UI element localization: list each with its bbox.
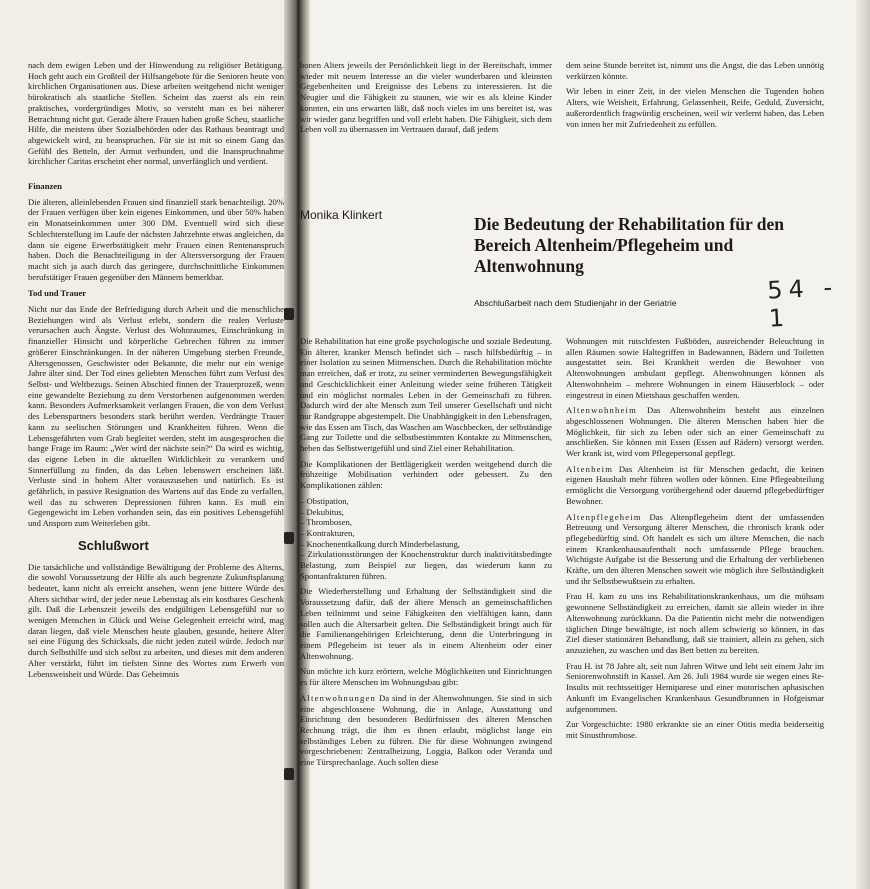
article-a-paragraph-4: Nun möchte ich kurz erörtern, welche Möglichkeiten und Einrichtungen es für ältere Menschen im Wohnungsbau gibt: (300, 666, 552, 688)
article-title: Die Bedeutung der Rehabilitation für den Bereich Altenheim/Pflegeheim und Altenwohnung (474, 214, 785, 276)
right-top-column (566, 60, 824, 164)
article-author: Monika Klinkert (300, 208, 383, 222)
list-item: – Obstipation, (300, 496, 552, 507)
article-a-paragraph-1: Die Rehabilitation hat eine große psychologische und soziale Bedeutung. Ein älterer, kranker Mensch befindet sich – rasch hilfsbedürftig – in einer Isolation zu seinen Mitmenschen. Durch die Rehabilitation möchte man erreichen, daß er trotz, zu seiner verminderten Bewegungsfähigkeit und Geschicklichkeit einer Anleitung wieder seine früheren Tätigkeit und ein möglichst normales Leben in der Gemeinschaft zu führen. Dadurch wird der alte Mensch zum Teil unserer Gesellschaft und nicht nur Randgruppe abgestempelt. Die Unabhängigkeit in den Lebensfragen, wie das Essen am Tisch, das Waschen am Waschbecken, der selbständige Gang zur Toilette und die selbstbestimmten Kontakte zu Mitmenschen, heben das Selbstwertgefühl und sind Ziel einer Rehabilitation. (300, 336, 552, 454)
term-altenwohnungen: Altenwohnungen (300, 692, 376, 703)
schluss-paragraph: Die tatsächliche und vollständige Bewältigung der Probleme des Alterns, die sowohl Voraussetzung der Hilfe als auch begrenzte Zukunftsplanung bedeutet, kann nicht als erreicht ansehen, wenn jene bittere Würde des Alters sichtbar wird, der jeder neue Lebenstag als ein kostbares Geschenk gilt. Daß die Lebenszeit jeweils des endgültigen Lebensgefühl nur so wenigen Menschen in Glück und Weise Gelegenheit erreicht wird, mag daran liegen, daß viele Menschen heute glauben, gesunde, heitere Alter sei eine Fügung des Schicksals, die nicht jeden zuteil würde. Jedoch nur durch Selbsthilfe und sich selbst zu arbeiten, und dieses mit dem anderen Alter verstärkt, führt im tiefsten Sinne des Wortes zum Erwerb von Lebensweisheit und Würde. Das Geheimnis (28, 561, 284, 679)
tod-paragraph: Nicht nur das Ende der Befriedigung durch Arbeit und die menschliche Beziehungen wird als Verlust erlebt, sondern die realen Verluste verursachen auch Ängste. Verlust des Wohnraumes, Einschränkung in finanzieller Hinsicht und körperliche Gebrechen führen zu immer größerer Einschränkungen. In der näheren Umgebung sterben Freunde, Altersgenossen, Geschwister oder Bekannte, die mehr nur ein wenige Jahre älter sind. Der Tod eines geliebten Menschen führt zum Verlust des Selbst- und Weltbezugs. Seinen Abschied finnen der Trauerprozeß, wenn eine gewandelte Beziehung zu dem Verstorbenen aufgenommen werden kann. Besonders Aufmerksamkeit verlangen Frauen, die von dem Verlust des Lebenspartners besonders stark berührt werden. Verdrängte Trauer kann zu seelischen Störungen und Krankheiten führen. Wenn die Lebensgefährten vom Grab begleitet werden, steht im ausgesprochen die bange Frage im Raum: „Wer wird der nächste sein?“ Da wird es wichtig, das eigene Leben in die aktuellen Wirklichkeit zu verankern und Sinnerfüllung zu finden, da das Leben lebenswert erscheinen läßt. Verluste sind in hohem Alter vorauszusehen und natürlich. Es ist gefährlich, in passive Resignation des Wartens auf das Ende zu verfallen, weil das zu schweren Depressionen führen kann. Es muß ein Gegengewicht im Leben vorhanden sein, das ein positives Lebensgefühl und Ansporn zum Weiterleben gibt. (28, 304, 284, 529)
article-b-paragraph-2-text: Das Altenwohnheim besteht aus einzelnen abgeschlossenen Wohnungen. Die älteren Menschen haben hier die Möglichkeit, für sich zu leben oder sich an einer Gemeinschaft zu anschließen. Sie können mit Essen (Essen auf Rädern) versorgt werden. Wer krank ist, wird vom Pflegepersonal gepflegt. (566, 405, 824, 459)
term-altenwohnheim: Altenwohnheim (566, 405, 637, 416)
term-altenheim: Altenheim (566, 463, 614, 474)
article-b-paragraph-4 (566, 512, 824, 587)
list-item: – Knochenentkalkung durch Minderbelastung, (300, 539, 552, 550)
list-item: – Thrombosen, (300, 517, 552, 528)
article-b-paragraph-6: Frau H. ist 78 Jahre alt, seit nun Jahren Witwe und lebt seit einem Jahr im Seniorenwohnstift in Kassel. Am 26. Juli 1984 wurde sie wegen eines Re-Insults mit rechtsseitiger Hemiparese und einer motorischen aphasischen Ankunft im Evangelischen Krankenhaus Gesundbrunnen in Hofgeismar aufgenommen. (566, 660, 824, 714)
article-a-paragraph-2: Die Komplikationen der Bettlägerigkeit werden weitgehend durch die frühzeitige Mobilisation verhindert oder gebessert. Zu den Komplikationen zählen: (300, 458, 552, 491)
heading-finanzen: Finanzen (28, 181, 62, 192)
article-column-a (300, 336, 552, 856)
binder-clip (284, 768, 294, 780)
heading-tod-und-trauer: Tod und Trauer (28, 288, 87, 299)
list-item: – Kontrakturen, (300, 528, 552, 539)
article-column-b (566, 336, 824, 856)
right-top-paragraph-2: Wir leben in einer Zeit, in der vielen Menschen die Tugenden hohen Alters, wie Weisheit, Erfahrung, Gelassenheit, Reife, Geduld, Zuversicht, außerordentlich fragwürdig erscheinen, weil wir verlernt haben, das Leben von innen her mit Zufriedenheit zu erfüllen. (566, 86, 824, 129)
left-intro-paragraph: nach dem ewigen Leben und der Hinwendung zu religiöser Betätigung. Hoch geht auch ein Großteil der Hilfsangebote für die Senioren heute von kirchlichen Organisationen aus. Diese arbeiten weitgehend nicht weniger bürokratisch als staatliche Stellen. Scheint das zuerst als ein rein praktisches, vordergründiges Motiv, so versteht man es bei näherer Betrachtung nicht gut. Gerade ältere Frauen haben große Scheu, staatliche Hilfe, die meistens über Sozialbehörden oder das Rathaus beantragt und abgewickelt wird, zu beanspruchen. Für sie ist mit so einem Gang das Gefühl des Betteln, der Armut verbunden, und die Inanspruchnahme kirchlicher Caritas erscheint eher normal, unverfänglich und verdient. (28, 60, 284, 167)
middle-intro-paragraph: bonen Alters jeweils der Persönlichkeit liegt in der Bereitschaft, immer wieder mit neuem Interesse an die vieler wunderbaren und kleinsten Gegebenheiten und Ereignisse des Lebens zu interessieren. Ist die Neugier und die Fähigkeit zu staunen, wie wir es als kleine Kinder konnten, ein uns erwarten läßt, daß noch vieles im uns bereitet ist, was wir wieder ganz begriffen und voll erlebt haben. Die Fähigkeit, sich dem Leben voll zu übernassen im Vertrauen darauf, daß jedem (300, 60, 552, 135)
left-column (28, 60, 284, 870)
heading-schlusswort: Schlußwort (78, 537, 149, 553)
article-a-paragraph-5 (300, 693, 552, 768)
binder-clip (284, 532, 294, 544)
binder-clip (284, 308, 294, 320)
finanzen-paragraph: Die älteren, alleinlebenden Frauen sind finanziell stark benachteiligt. 20% der Frauen verfügen über kein eigenes Einkommen, und über 50% haben ein Monatseinkommen unter 300 DM. Eventuell wird sich diese Schlechterstellung im Laufe der nächsten Jahrzehnte etwas angleichen, da dann sie eigene Erwerbstätigkeit mehr Frauen einen Rentenanspruch haben. Doch die Benachteiligung in der Altersversorgung der Frauen macht sich ja auch durch das geringere, durchschnittliche Einkommen berufstätiger Frauen gegenüber den Männern bemerkbar. (28, 196, 284, 282)
article-b-paragraph-1: Wohnungen mit rutschfesten Fußböden, ausreichender Beleuchtung in allen Räumen sowie Haltegriffen in Badewannen, Bädern und Toiletten ausgestattet sein. Bei Krankheit werden die Bewohner von Altenwohnungen ambulant gepflegt. Altenwohnungen können als Altenwohnheim – mehrere Wohnungen in einem Häuserblock – oder eingestreut in einen Mietshaus geschaffen werden. (566, 336, 824, 400)
article-subtitle: Abschlußarbeit nach dem Studienjahr in der Geriatrie (474, 298, 677, 308)
right-top-paragraph-1: dem seine Stunde bereitet ist, nimmt uns die Angst, die das Leben unnötig verkürzen könnte. (566, 60, 824, 81)
middle-top-column (300, 60, 552, 164)
page-edge (856, 0, 870, 889)
article-a-paragraph-5-text: Da sind in der Altenwohnungen. Sie sind in sich eine abgeschlossene Wohnung, die in Anlage, Ausstattung und Einrichtung den besonderen Bedürfnissen des älteren Menschen Rechnung trägt, die ihm es ihnen erlaubt, möglichst lange ein selbständiges Leben zu führen. Die für diese Wohnungen zwingend vorgeschriebenen: Zentralheizung, Loggia, Balkon oder Veranda und eine Türsprechanlage. Auch sollen diese (300, 692, 552, 768)
article-b-paragraph-3-text: Das Altenheim ist für Menschen gedacht, die keinen eigenen Haushalt mehr führen wollen oder können. Eine Pflegeabteilung ermöglicht die Versorgung vorübergehend oder dauernd pflegebedürftiger Bewohner. (566, 463, 824, 506)
list-item: – Zirkulationsstörungen der Knochenstruktur durch inaktivitätsbedingte Belastung, zum Beispiel zur liegen, das wiederum kann zu Spontanfrakturen führen. (300, 549, 552, 581)
term-altenpflegeheim: Altenpflegeheim (566, 511, 642, 522)
complications-list (300, 496, 552, 582)
list-item: – Dekubitus, (300, 507, 552, 518)
article-b-paragraph-4-text: Das Altenpflegeheim dient der umfassenden Betreuung und Versorgung älterer Menschen, die chronisch krank oder pflegebedürftig sind. Oft handelt es sich um ältere Menschen, die nach einem Krankenhausaufenthalt noch umfassende Pflege brauchen. Wichtigste Aufgabe ist die Besserung und die Erhaltung der verbliebenen Kräfte, um den älteren Menschen soweit wie möglich ihre Selbständigkeit und ihr Selbstbewußtsein zu erhalten. (566, 511, 824, 586)
handwritten-note: 54 - 1 (766, 273, 839, 333)
article-b-paragraph-7: Zur Vorgeschichte: 1980 erkrankte sie an einer Otitis media beiderseitig mit Sinusthrombose. (566, 719, 824, 740)
article-a-paragraph-3: Die Wiederherstellung und Erhaltung der Selbständigkeit sind die Voraussetzung dafür, daß der ältere Mensch an gemeinschaftlichen Leben teilnimmt und seine Fähigkeiten den vielfältigen kann, dann sollen auch die Altersarbeit gelten. Die Selbständigkeit bringt auch für die Familienangehörigen Erleichterung, denn die Unterbringung in einem Pflegeheim ist teuer als in einem Altenheim oder einer Altenwohnung. (300, 586, 552, 661)
article-b-paragraph-2 (566, 405, 824, 459)
article-b-paragraph-5: Frau H. kam zu uns ins Rehabilitationskrankenhaus, um die mühsam gewonnene Selbständigkeit zu erreichen, damit sie allein wieder in ihre Altenwohnung zurückkann. Da die Patientin nicht mehr die notwendigen täglichen Dinge bewältigte, ist noch allem schwierig so können, in das Ziel dieser stationären Behandlung, daß sie trainiert, allein zu gehen, sich anzuziehen, zu waschen und das Bett betten zu bereiten. (566, 591, 824, 655)
article-b-paragraph-3 (566, 464, 824, 507)
